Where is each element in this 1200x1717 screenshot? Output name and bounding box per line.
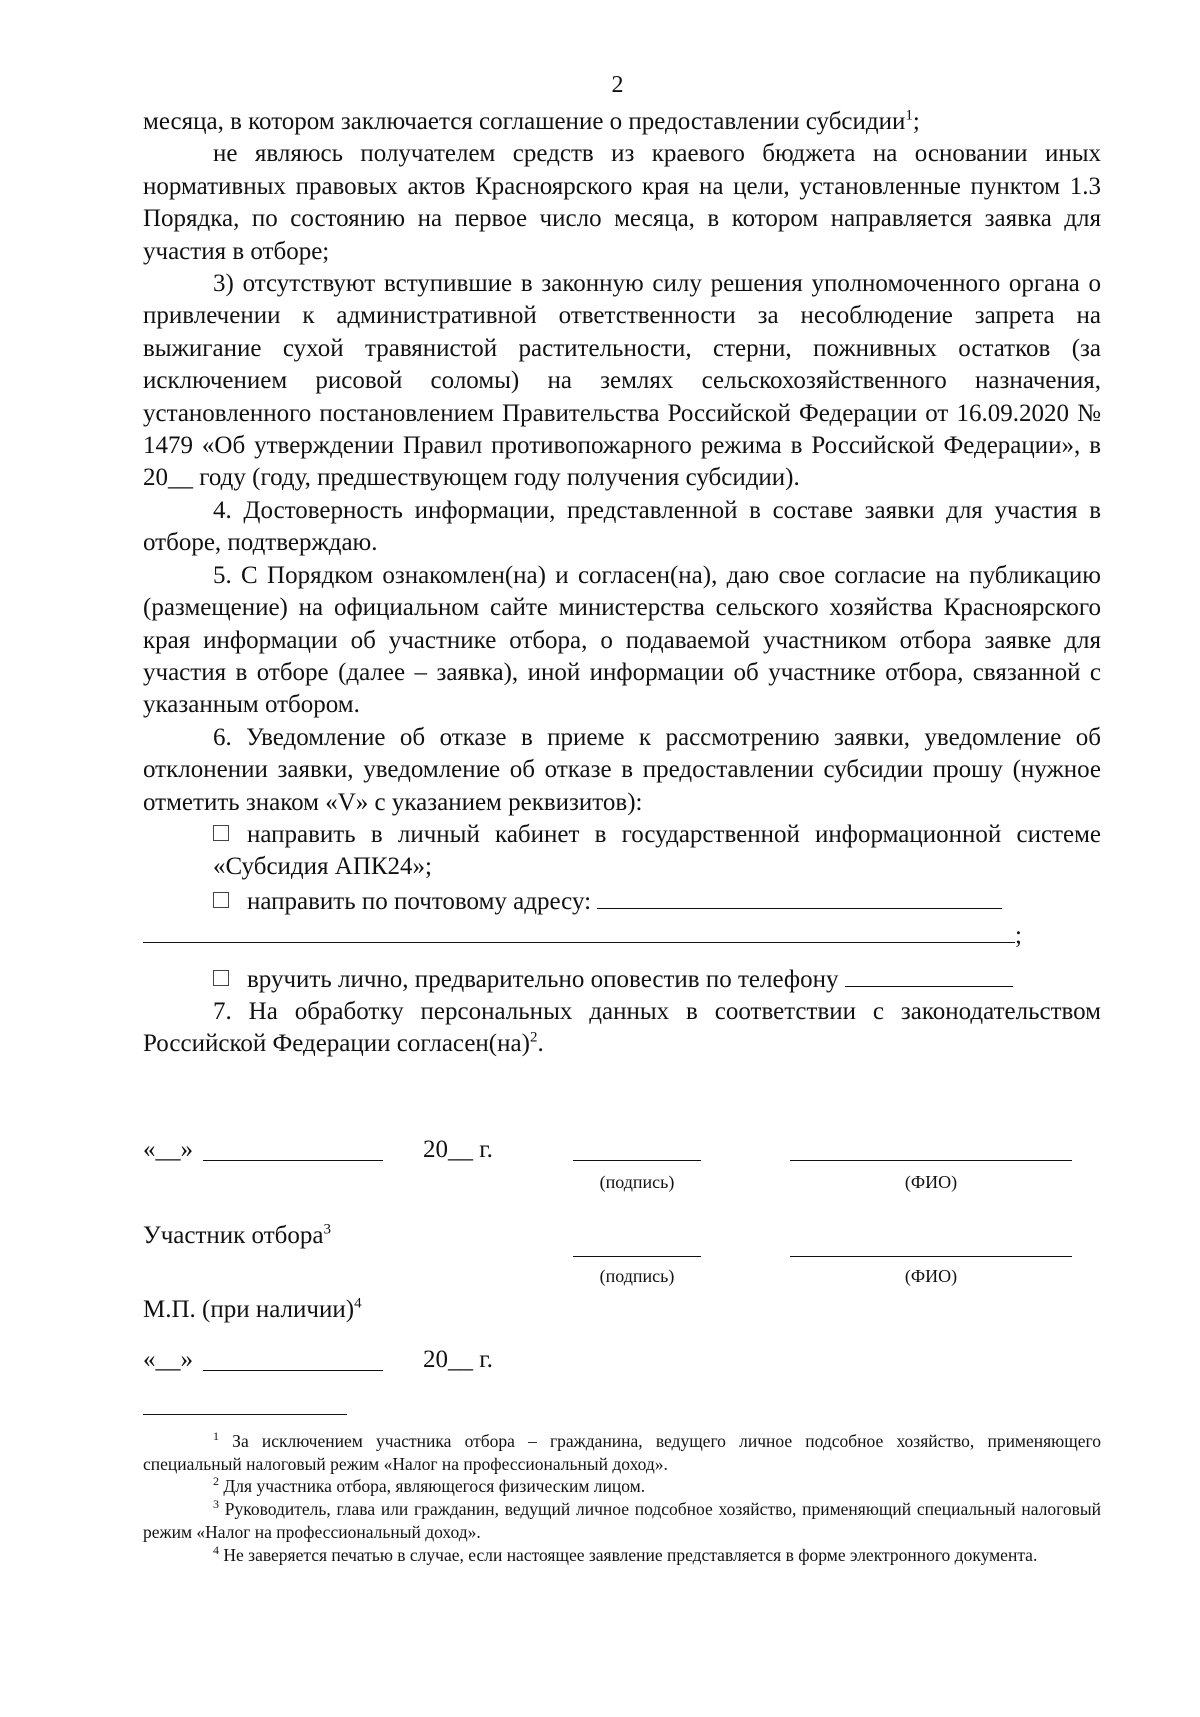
footnote-number: 2 [213, 1474, 219, 1489]
participant-signature-field[interactable] [573, 1256, 701, 1257]
checkbox-icon[interactable] [213, 892, 229, 908]
option-postal-address[interactable] [143, 884, 1101, 918]
postal-address-field[interactable] [597, 884, 1002, 909]
paragraph-7 [143, 996, 1101, 1061]
date-month-field-2[interactable] [203, 1370, 383, 1371]
signature-field[interactable] [573, 1160, 701, 1161]
footnote-ref-1: 1 [905, 107, 913, 124]
postal-address-field-line2[interactable] [143, 918, 1015, 943]
checkbox-icon[interactable] [213, 825, 229, 841]
footnote-text: Руководитель, глава или гражданин, ведущий личное подсобное хозяйство, применяющий специальный налоговый режим «Налог на профессиональный доход». [143, 1499, 1101, 1542]
footnote-ref-4: 4 [354, 1295, 362, 1312]
date-month-field[interactable] [203, 1160, 383, 1161]
option-personal-cabinet[interactable] [143, 819, 1101, 884]
punctuation: ; [1015, 922, 1022, 950]
paragraph-text: 7. На обработку персональных данных в соответствии с законодательством Российской Федерации согласен(на) [143, 997, 1101, 1058]
date-year-2: 20__ г. [423, 1346, 493, 1373]
footnote-text: За исключением участника отбора – гражданина, ведущего личное подсобное хозяйство, применяющего специальный налоговый режим «Налог на профессиональный доход». [143, 1431, 1101, 1474]
footnote-ref-2: 2 [529, 1030, 538, 1047]
footnote-2 [143, 1475, 1101, 1498]
punctuation: . [537, 1030, 544, 1058]
paragraph-6: 6. Уведомление об отказе в приеме к рассмотрению заявки, уведомление об отклонении заявки, уведомление об отказе в предоставлении субсидии прошу (нужное отметить знаком «V» с указанием реквизитов): [143, 723, 1101, 816]
option-label: направить по почтовому адресу: [247, 887, 592, 915]
footnote-4 [143, 1544, 1101, 1567]
phone-field[interactable] [845, 962, 1013, 987]
page-number: 2 [611, 72, 624, 98]
footnote-1 [143, 1430, 1101, 1475]
footnote-ref-3: 3 [323, 1221, 331, 1238]
date-day-2: «__» [143, 1346, 193, 1373]
fio-field[interactable] [790, 1160, 1072, 1161]
footnote-3 [143, 1498, 1101, 1543]
footnotes [143, 1430, 1101, 1566]
footnote-number: 4 [213, 1542, 219, 1557]
footnote-number: 1 [213, 1429, 219, 1444]
document-body [143, 106, 1101, 1061]
footnote-text: Не заверяется печатью в случае, если настоящее заявление представляется в форме электронного документа. [223, 1544, 1038, 1565]
participant-signature-caption: (подпись) [599, 1266, 675, 1286]
paragraph-not-recipient: не являюсь получателем средств из краевого бюджета на основании иных нормативных правовых актов Красноярского края на цели, установленные пунктом 1.3 Порядка, по состоянию на первое число месяца, в котором направляется заявка для участия в отборе; [143, 140, 1101, 265]
fio-caption: (ФИО) [904, 1172, 958, 1192]
participant-fio-caption: (ФИО) [904, 1266, 958, 1286]
participant-label [143, 1222, 331, 1250]
paragraph-5: 5. С Порядком ознакомлен(на) и согласен(на), даю свое согласие на публикацию (размещение) на официальном сайте министерства сельского хозяйства Красноярского края информации об участнике отбора, о подаваемой участником отбора заявке для участия в отборе (далее – заявка), иной информации об участнике отбора, связанной с указанным отбором. [143, 561, 1101, 719]
date-year: 20__ г. [423, 1136, 493, 1163]
footnote-number: 3 [213, 1497, 219, 1512]
footnote-text: Для участника отбора, являющегося физическим лицом. [223, 1476, 646, 1497]
signature-caption: (подпись) [599, 1172, 675, 1192]
paragraph-3: 3) отсутствуют вступившие в законную силу решения уполномоченного органа о привлечении к административной ответственности за несоблюдение запрета на выжигание сухой травянистой растительности, стерни, пожнивных остатков (за исключением рисовой соломы) на землях сельскохозяйственного назначения, установленного постановлением Правительства Российской Федерации от 16.09.2020 № 1479 «Об утверждении Правил противопожарного режима в Российской Федерации», в 20__ году (году, предшествующем году получения субсидии). [143, 270, 1101, 492]
option-hand-delivery[interactable] [143, 962, 1101, 996]
footnote-divider [143, 1414, 347, 1415]
paragraph-text: месяца, в котором заключается соглашение о предоставлении субсидии [143, 108, 906, 135]
postal-address-continuation [143, 918, 1101, 952]
participant-fio-field[interactable] [790, 1256, 1072, 1257]
checkbox-icon[interactable] [213, 970, 229, 986]
punctuation: ; [912, 108, 920, 135]
option-label: направить в личный кабинет в государственной информационной системе «Субсидия АПК24»; [213, 820, 1101, 881]
option-label: вручить лично, предварительно оповестив по телефону [247, 965, 839, 993]
date-day: «__» [143, 1136, 193, 1163]
paragraph-continuation [143, 106, 1101, 138]
seal-label [143, 1296, 362, 1324]
paragraph-4: 4. Достоверность информации, представленной в составе заявки для участия в отборе, подтверждаю. [143, 496, 1101, 557]
seal-text: М.П. (при наличии) [143, 1296, 355, 1323]
participant-text: Участник отбора [143, 1222, 324, 1249]
